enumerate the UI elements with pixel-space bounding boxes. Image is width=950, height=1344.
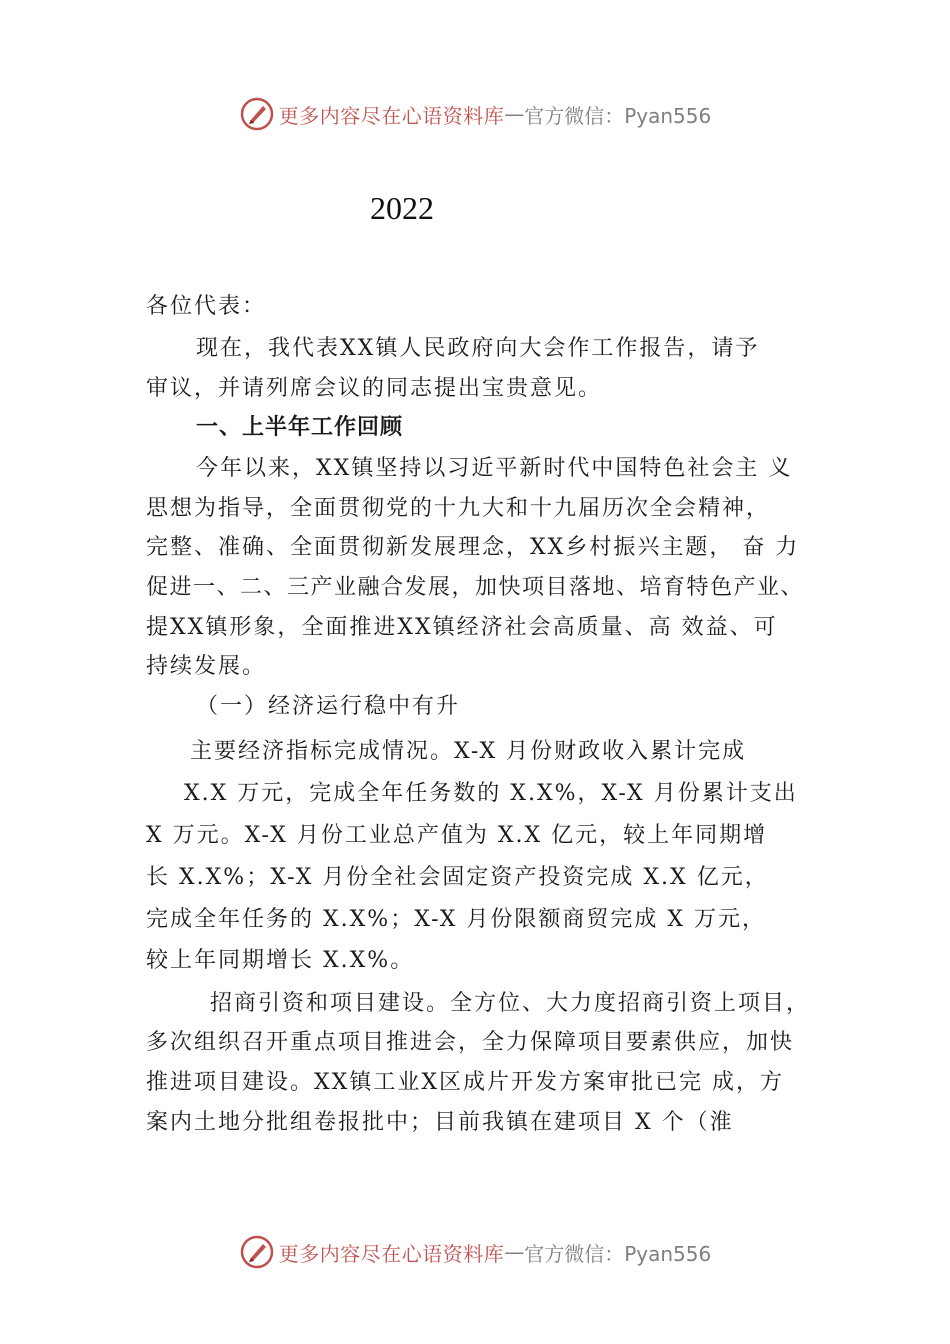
watermark-banner-top xyxy=(0,94,950,134)
body-line: 招商引资和项目建设。全方位、大力度招商引资上项目， xyxy=(210,991,811,1016)
watermark-brand: 更多内容尽在心语资料库 xyxy=(278,103,505,128)
section-heading: 一、上半年工作回顾 xyxy=(196,415,404,440)
body-line: 案内土地分批组卷报批中；目前我镇在建项目 X 个（淮 xyxy=(146,1110,734,1135)
body-line: 审议，并请列席会议的同志提出宝贵意见。 xyxy=(146,376,603,401)
watermark-banner-bottom xyxy=(0,1232,950,1272)
body-line: 完整、准确、全面贯彻新发展理念，XX乡村振兴主题， 奋 力 xyxy=(146,535,800,560)
subsection-heading: （一）经济运行稳中有升 xyxy=(196,694,461,719)
watermark-contact: 官方微信：Pyan556 xyxy=(524,103,712,128)
body-line: 提XX镇形象，全面推进XX镇经济社会高质量、高 效益、可 xyxy=(146,615,778,640)
document-title: 2022 xyxy=(370,190,434,226)
watermark-brand: 更多内容尽在心语资料库 xyxy=(278,1241,505,1266)
body-line: 今年以来，XX镇坚持以习近平新时代中国特色社会主 义 xyxy=(196,456,793,481)
pen-nib-icon xyxy=(239,96,275,132)
body-line: 推进项目建设。XX镇工业X区成片开发方案审批已完 成，方 xyxy=(146,1070,784,1095)
salutation: 各位代表： xyxy=(146,294,267,319)
body-line: 完成全年任务的 X.X%；X-X 月份限额商贸完成 X 万元， xyxy=(146,907,767,932)
pen-nib-icon xyxy=(239,1234,275,1270)
body-line: 持续发展。 xyxy=(146,654,267,679)
watermark-separator: — xyxy=(504,102,525,126)
body-line: 促进一、二、三产业融合发展，加快项目落地、培育特色产业、 xyxy=(146,575,805,600)
watermark-separator: — xyxy=(504,1240,525,1264)
body-line: X 万元。X-X 月份工业总产值为 X.X 亿元，较上年同期增 xyxy=(146,823,768,848)
body-line: 较上年同期增长 X.X%。 xyxy=(146,948,415,973)
body-line: 思想为指导，全面贯彻党的十九大和十九届历次全会精神， xyxy=(146,496,771,521)
body-line: 主要经济指标完成情况。X-X 月份财政收入累计完成 xyxy=(190,739,747,764)
body-line: 现在，我代表XX镇人民政府向大会作工作报告，请予 xyxy=(196,336,760,361)
body-line: 多次组织召开重点项目推进会，全力保障项目要素供应，加快 xyxy=(146,1030,795,1055)
body-line: 长 X.X%；X-X 月份全社会固定资产投资完成 X.X 亿元， xyxy=(146,865,769,890)
watermark-contact: 官方微信：Pyan556 xyxy=(524,1241,712,1266)
body-line: X.X 万元，完成全年任务数的 X.X%，X-X 月份累计支出 xyxy=(184,781,798,806)
